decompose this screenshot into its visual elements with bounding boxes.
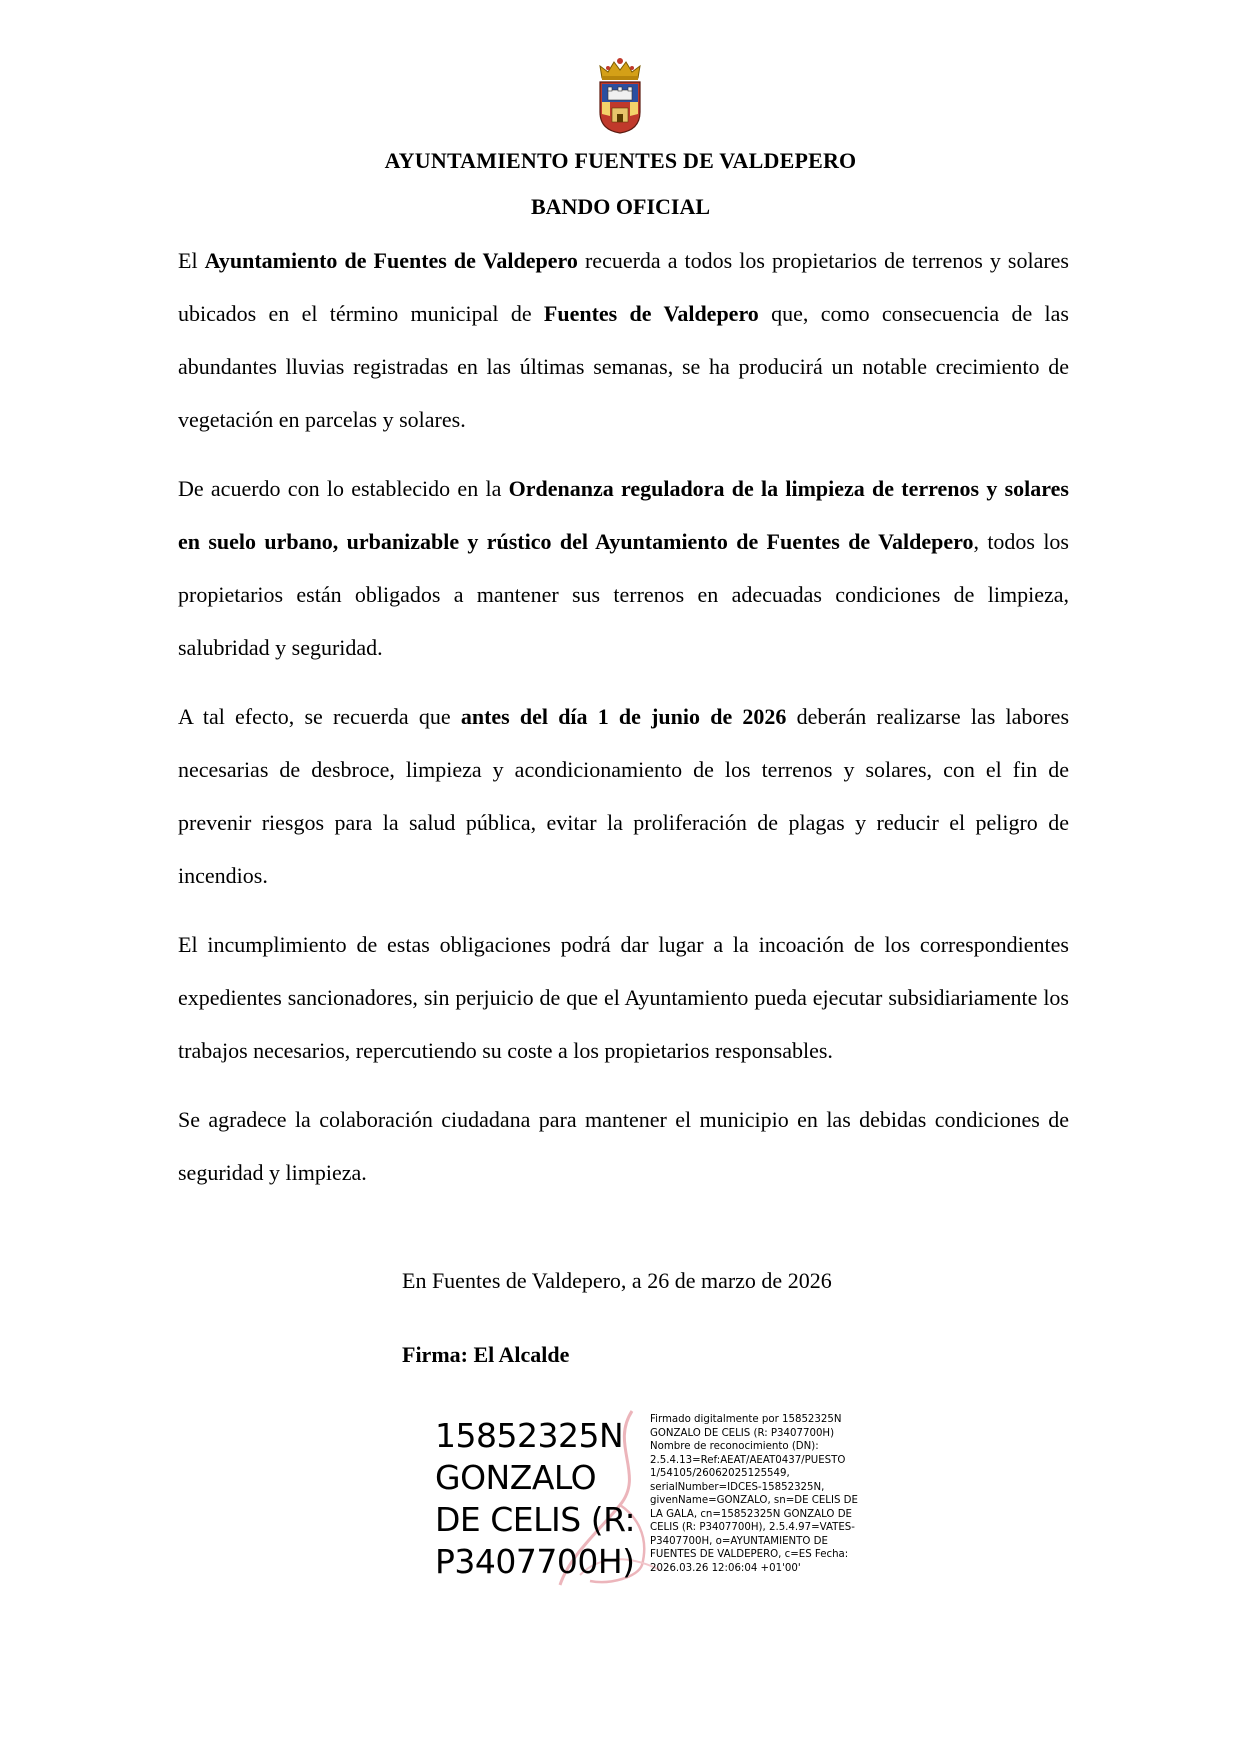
paragraph-1: El Ayuntamiento de Fuentes de Valdepero recuerda a todos los propietarios de terrenos y solares ubicados en el término municipal de Fuentes de Valdepero que, como consecuencia de las abundantes lluvias registradas en las últimas semanas, se ha producirá un notable crecimiento de vegetación en parcelas y solares. <box>178 248 1069 432</box>
paragraph-5: Se agradece la colaboración ciudadana para mantener el municipio en las debidas condiciones de seguridad y limpieza. <box>178 1107 1069 1185</box>
signature-label: Firma: El Alcalde <box>402 1342 570 1367</box>
paragraph-2: De acuerdo con lo establecido en la Ordenanza reguladora de la limpieza de terrenos y solares en suelo urbano, urbanizable y rústico del Ayuntamiento de Fuentes de Valdepero, todos los propietarios están obligados a mantener sus terrenos en adecuadas condiciones de limpieza, salubridad y seguridad. <box>178 476 1069 660</box>
place-date: En Fuentes de Valdepero, a 26 de marzo de 2026 <box>402 1268 832 1293</box>
paragraph-3: A tal efecto, se recuerda que antes del día 1 de junio de 2026 deberán realizarse las labores necesarias de desbroce, limpieza y acondicionamiento de los terrenos y solares, con el fin de prevenir riesgos para la salud pública, evitar la proliferación de plagas y reducir el peligro de incendios. <box>178 704 1070 888</box>
paragraph-4: El incumplimiento de estas obligaciones podrá dar lugar a la incoación de los correspondientes expedientes sancionadores, sin perjuicio de que el Ayuntamiento pueda ejecutar subsidiariamente los trabajos necesarios, repercutiendo su coste a los propietarios responsables. <box>178 932 1069 1063</box>
organization-title: AYUNTAMIENTO FUENTES DE VALDEPERO <box>384 148 857 173</box>
document-title: BANDO OFICIAL <box>530 194 711 219</box>
signer-name: 15852325N GONZALO DE CELIS (R: P3407700H) <box>435 1416 636 1581</box>
digital-signature-stamp <box>430 1405 860 1595</box>
signature-details: Firmado digitalmente por 15852325N GONZALO DE CELIS (R: P3407700H) Nombre de reconocimiento (DN): 2.5.4.13=Ref:AEAT/AEAT0437/PUESTO 1/54105/26062025125549, serialNumber=IDCES-15852325N, givenName=GONZALO, sn=DE CELIS DE LA GALA, cn=15852325N GONZALO DE CELIS (R: P3407700H), 2.5.4.97=VATES-P3407700H, o=AYUNTAMIENTO DE FUENTES DE VALDEPERO, c=ES Fecha: 2026.03.26 12:06:04 +01'00' <box>650 1414 858 1574</box>
document-body <box>178 234 1069 1215</box>
coat-of-arms-icon <box>594 56 646 134</box>
